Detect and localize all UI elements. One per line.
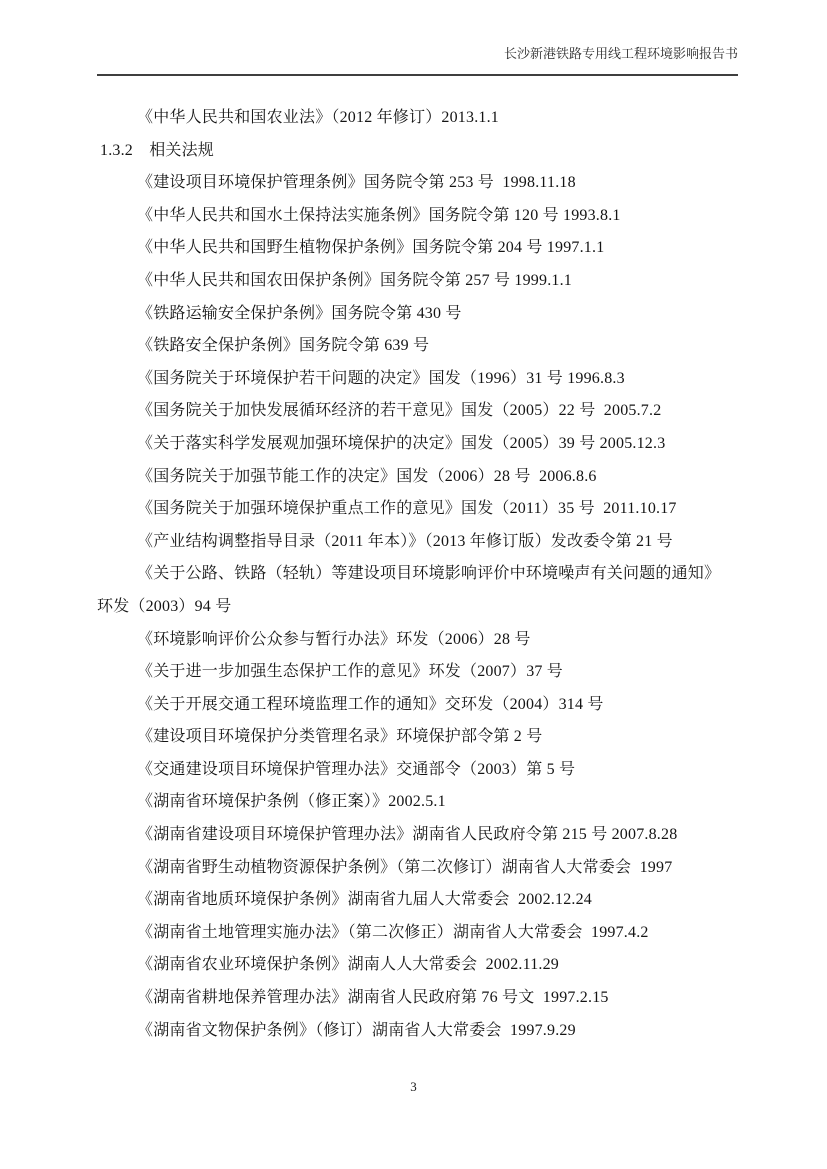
law-item: 《关于进一步加强生态保护工作的意见》环发（2007）37 号 xyxy=(137,663,564,681)
law-item: 《湖南省土地管理实施办法》（第二次修正）湖南省人大常委会 1997.4.2 xyxy=(137,923,649,941)
page-header xyxy=(97,45,738,63)
law-item: 《产业结构调整指导目录（2011 年本）》（2013 年修订版）发改委令第 21 号 xyxy=(137,532,673,550)
law-item: 《交通建设项目环境保护管理办法》交通部令（2003）第 5 号 xyxy=(137,760,576,778)
law-item: 《建设项目环境保护管理条例》国务院令第 253 号 1998.11.18 xyxy=(137,174,576,192)
law-item: 《湖南省野生动植物资源保护条例》（第二次修订）湖南省人大常委会 1997 xyxy=(137,858,673,876)
law-item: 《关于公路、铁路（轻轨）等建设项目环境影响评价中环境噪声有关问题的通知》 xyxy=(137,565,721,583)
law-item: 《中华人民共和国农田保护条例》国务院令第 257 号 1999.1.1 xyxy=(137,271,573,289)
header-title: 长沙新港铁路专用线工程环境影响报告书 xyxy=(503,46,738,61)
law-item: 《铁路运输安全保护条例》国务院令第 430 号 xyxy=(137,304,462,322)
law-item: 《中华人民共和国野生植物保护条例》国务院令第 204 号 1997.1.1 xyxy=(137,239,605,257)
law-item: 《国务院关于加强节能工作的决定》国发（2006）28 号 2006.8.6 xyxy=(137,467,597,485)
law-item: 《国务院关于加快发展循环经济的若干意见》国发（2005）22 号 2005.7.2 xyxy=(137,402,662,420)
law-item: 《国务院关于加强环境保护重点工作的意见》国发（2011）35 号 2011.10.17 xyxy=(137,500,677,518)
law-item: 《湖南省地质环境保护条例》湖南省九届人大常委会 2002.12.24 xyxy=(137,891,593,909)
page-number: 3 xyxy=(410,1079,417,1094)
law-item: 《湖南省农业环境保护条例》湖南人人大常委会 2002.11.29 xyxy=(137,956,560,974)
law-item: 《环境影响评价公众参与暂行办法》环发（2006）28 号 xyxy=(137,630,531,648)
law-item: 《中华人民共和国农业法》（2012 年修订）2013.1.1 xyxy=(137,109,500,126)
law-item: 《湖南省耕地保养管理办法》湖南省人民政府第 76 号文 1997.2.15 xyxy=(137,989,609,1007)
law-item: 《湖南省建设项目环境保护管理办法》湖南省人民政府令第 215 号 2007.8.28 xyxy=(137,826,678,844)
law-item: 《关于开展交通工程环境监理工作的通知》交环发（2004）314 号 xyxy=(137,695,604,713)
law-item-continuation: 环发（2003）94 号 xyxy=(97,597,232,615)
law-item: 《湖南省文物保护条例》（修订）湖南省人大常委会 1997.9.29 xyxy=(137,1021,576,1039)
page-footer xyxy=(0,1079,827,1095)
law-item: 《建设项目环境保护分类管理名录》环境保护部令第 2 号 xyxy=(137,728,543,746)
section-heading: 1.3.2 相关法规 xyxy=(100,141,215,159)
law-item: 《关于落实科学发展观加强环境保护的决定》国发（2005）39 号 2005.12.3 xyxy=(137,434,666,452)
header-rule xyxy=(97,74,738,76)
document-body xyxy=(97,102,738,1047)
law-item: 《湖南省环境保护条例（修正案）》2002.5.1 xyxy=(137,793,446,811)
law-item: 《铁路安全保护条例》国务院令第 639 号 xyxy=(137,337,430,355)
law-item: 《国务院关于环境保护若干问题的决定》国发（1996）31 号 1996.8.3 xyxy=(137,369,625,387)
law-item: 《中华人民共和国水土保持法实施条例》国务院令第 120 号 1993.8.1 xyxy=(137,206,621,224)
